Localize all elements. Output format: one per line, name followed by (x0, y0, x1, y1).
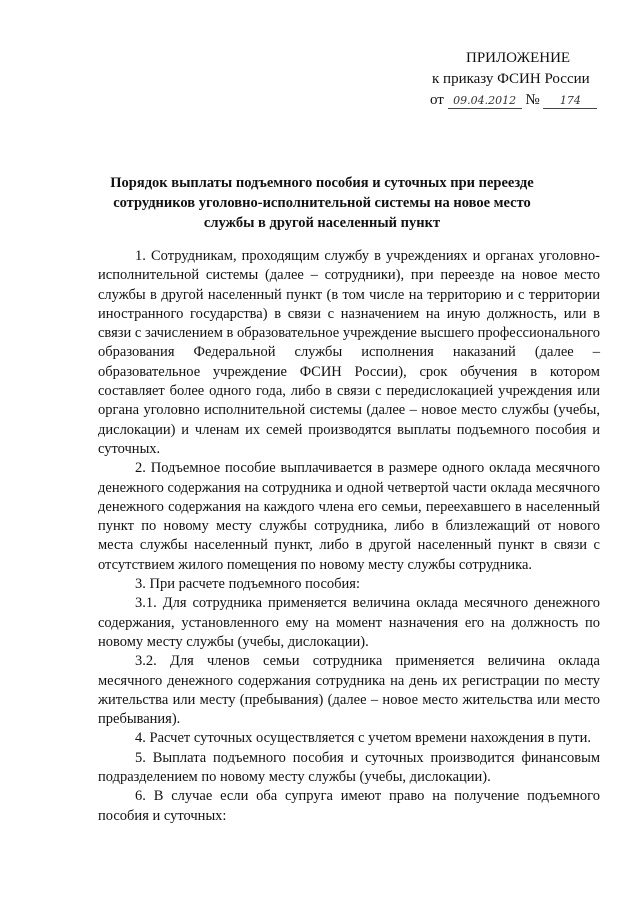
paragraph-3-1: 3.1. Для сотрудника применяется величина оклада месячного денежного содержания, установленного ему на момент назначения его на должность по новому месту службы (учебы, дислокации). (98, 595, 600, 650)
document-title: Порядок выплаты подъемного пособия и суточных при переезде сотрудников уголовно-исполнительной системы на новое место службы в другой населенный пункт (110, 175, 534, 231)
paragraph-1: 1. Сотрудникам, проходящим службу в учреждениях и органах уголовно-исполнительной системы (далее – сотрудники), при переезде на новое место службы в другой населенный пункт (в том числе на территорию и с территории иностранного государства) в связи с назначением на иную должность, или в связи с зачислением в образовательное учреждение высшего профессионального образования Федеральной службы исполнения наказаний (далее – образовательное учреждение ФСИН России), срок обучения в котором составляет более одного года, либо в связи с передислокацией учреждения или органа уголовно исполнительной системы (далее – новое место службы (учебы, дислокации) и членам их семей производятся выплаты подъемного пособия и суточных. (98, 248, 600, 457)
number-prefix: № (525, 92, 540, 108)
paragraph-5: 5. Выплата подъемного пособия и суточных производится финансовым подразделением по новому месту службы (учебы, дислокации). (98, 749, 600, 786)
document-body (98, 247, 600, 826)
paragraph-2: 2. Подъемное пособие выплачивается в размере одного оклада месячного денежного содержания на сотрудника и одной четвертой части оклада месячного денежного содержания на каждого члена его семьи, переехавшего в населенный пункт по новому месту службы сотрудника, либо в близлежащий от нового места службы населенный пункт, либо в другой населенный пункт в связи с отсутствием жилого помещения по новому месту службы сотрудника. (98, 460, 600, 573)
paragraph-3-2: 3.2. Для членов семьи сотрудника применяется величина оклада месячного денежного содержания сотрудника на день их регистрации по месту жительства или месту (пребывания) (далее – новое место жительства или место пребывания). (98, 653, 600, 728)
handwritten-number: 174 (543, 94, 597, 109)
paragraph-3: 3. При расчете подъемного пособия: (135, 576, 361, 593)
date-prefix: от (430, 92, 444, 108)
paragraph-4: 4. Расчет суточных осуществляется с учетом времени нахождения в пути. (135, 730, 591, 747)
appendix-label: ПРИЛОЖЕНИЕ (466, 50, 571, 66)
document-header (430, 48, 630, 111)
handwritten-date: 09.04.2012 (448, 94, 522, 109)
paragraph-6: 6. В случае если оба супруга имеют право на получение подъемного пособия и суточных: (98, 788, 600, 824)
order-date-line (430, 90, 630, 111)
order-reference: к приказу ФСИН России (432, 71, 590, 87)
